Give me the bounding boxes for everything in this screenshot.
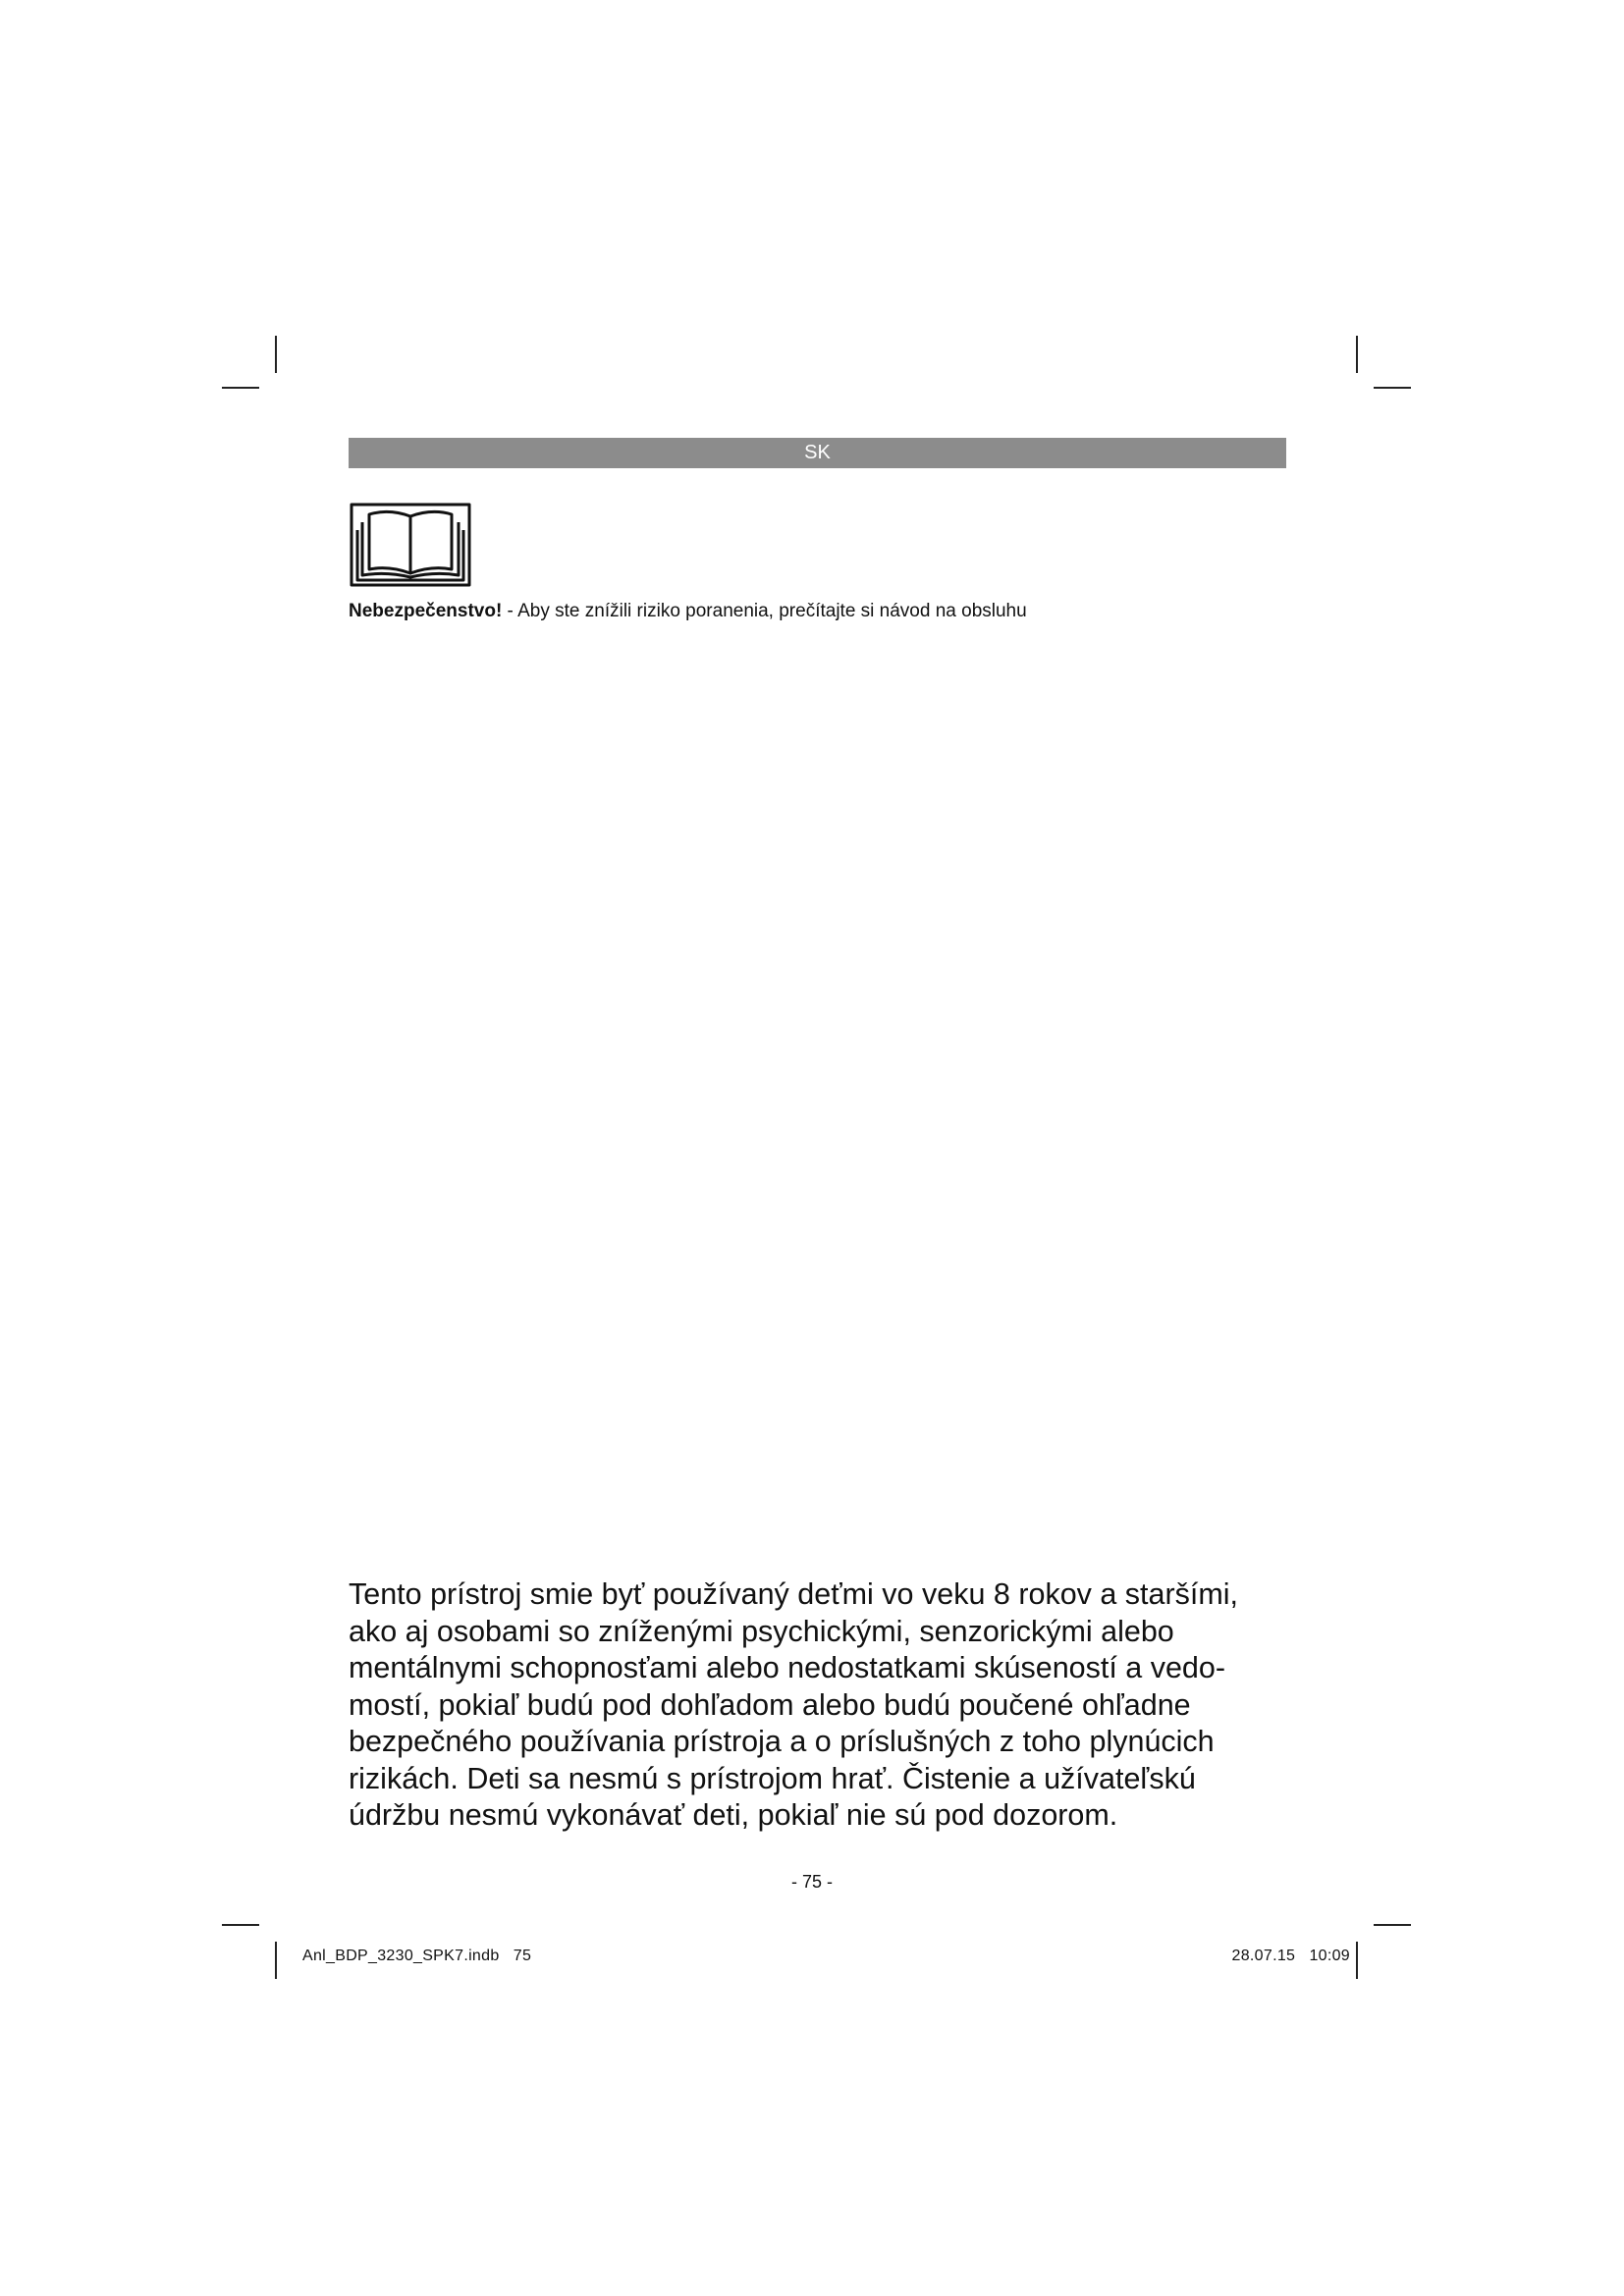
page-number: - 75 - <box>790 1872 833 1892</box>
book-icon <box>350 503 471 587</box>
crop-mark-bottom-right-vertical <box>1356 1942 1358 1979</box>
paragraph-line: bezpečného používania prístroja a o príslušných z toho plynúcich <box>349 1725 1215 1758</box>
crop-mark-top-right-horizontal <box>1374 387 1411 389</box>
crop-mark-bottom-right-horizontal <box>1374 1924 1411 1926</box>
safety-paragraph <box>349 1576 1267 1835</box>
paragraph-line: údržbu nesmú vykonávať deti, pokiaľ nie sú pod dozorom. <box>349 1798 1118 1832</box>
footer-file-info <box>302 1948 531 1965</box>
warning-label: Nebezpečenstvo! <box>349 601 503 621</box>
paragraph-line: Tento prístroj smie byť používaný deťmi vo veku 8 rokov a staršími, <box>349 1577 1239 1611</box>
crop-mark-top-left-horizontal <box>222 387 259 389</box>
crop-mark-bottom-left-vertical <box>275 1942 277 1979</box>
paragraph-line: mentálnymi schopnosťami alebo nedostatkami skúseností a vedo- <box>349 1651 1226 1684</box>
crop-mark-bottom-left-horizontal <box>222 1924 259 1926</box>
footer-datetime-value: 28.07.15 10:09 <box>1231 1948 1350 1964</box>
crop-mark-top-right-vertical <box>1356 336 1358 373</box>
language-code: SK <box>804 442 831 463</box>
paragraph-line: ako aj osobami so zníženými psychickými, senzorickými alebo <box>349 1614 1174 1648</box>
footer-datetime <box>1232 1948 1350 1965</box>
crop-mark-top-left-vertical <box>275 336 277 373</box>
language-header-bar <box>349 438 1286 468</box>
paragraph-line: rizikách. Deti sa nesmú s prístrojom hrať. Čistenie a užívateľskú <box>349 1761 1196 1795</box>
paragraph-line: mostí, pokiaľ budú pod dohľadom alebo budú poučené ohľadne <box>349 1687 1191 1722</box>
warning-message: - Aby ste znížili riziko poranenia, prečítajte si návod na obsluhu <box>502 601 1027 621</box>
warning-text <box>349 600 1027 623</box>
footer-file: Anl_BDP_3230_SPK7.indb 75 <box>302 1948 532 1964</box>
